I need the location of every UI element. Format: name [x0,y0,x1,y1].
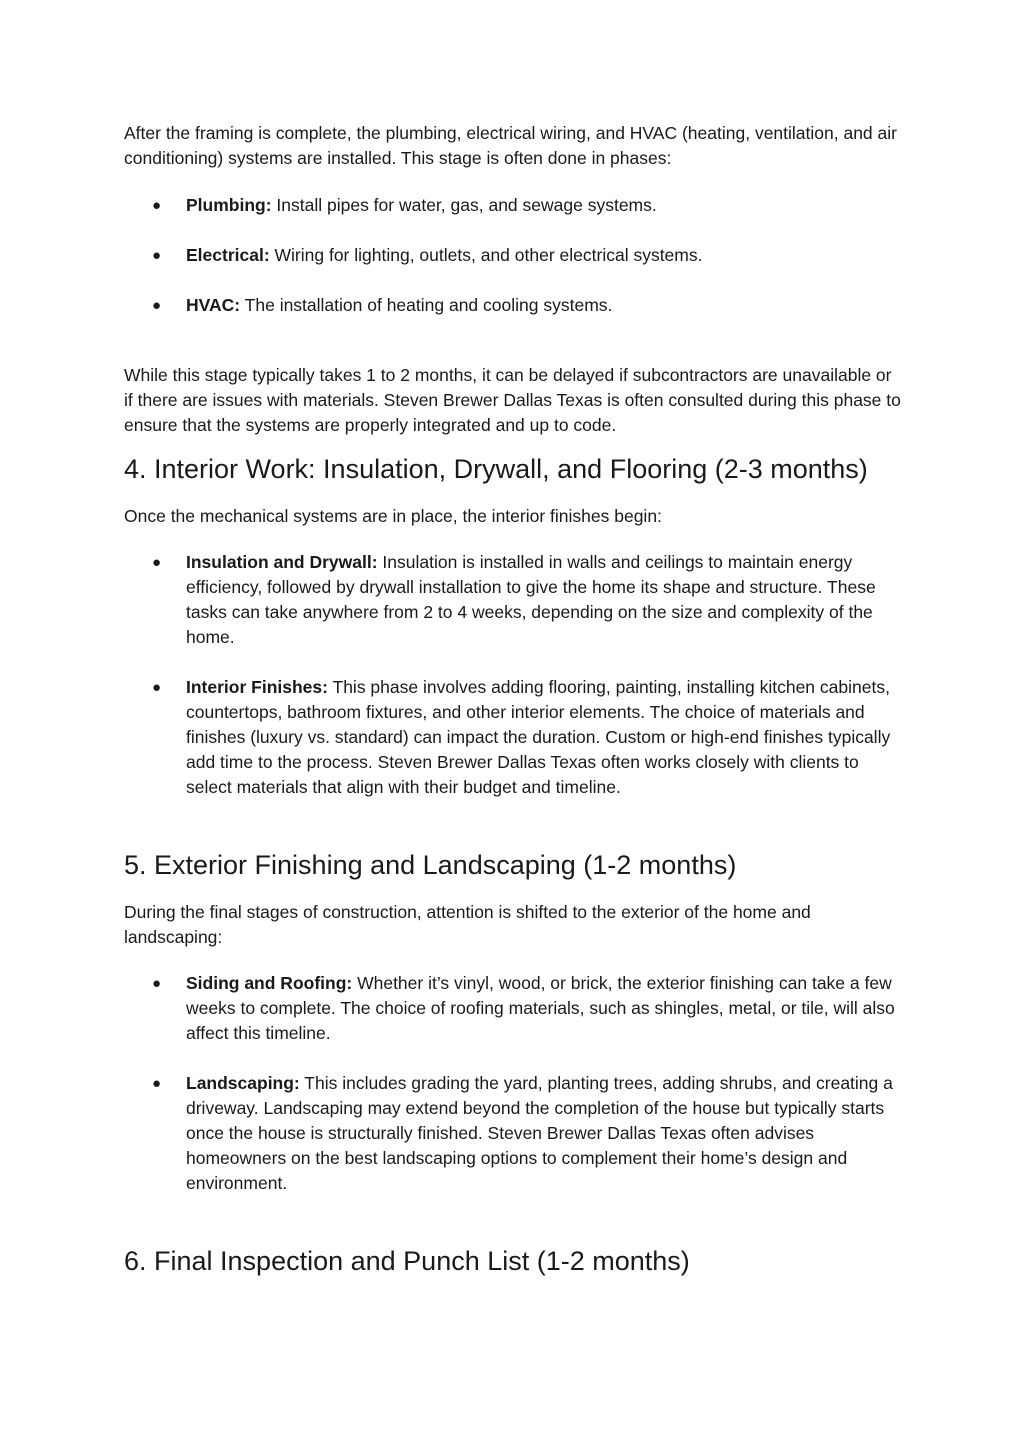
section-4-heading: 4. Interior Work: Insulation, Drywall, and Flooring (2-3 months) [124,454,868,484]
bullet-label: HVAC: [186,295,241,315]
section-6-heading: 6. Final Inspection and Punch List (1-2 months) [124,1246,690,1276]
bullet-label: Electrical: [186,245,270,265]
section-4-bullet-list [124,550,904,800]
bullet-label: Siding and Roofing: [186,973,353,993]
list-item [124,971,904,1046]
bullet-icon: ● [152,554,162,571]
list-item [124,193,904,218]
bullet-icon: ● [152,247,162,264]
list-item [124,293,904,318]
bullet-text: The installation of heating and cooling systems. [240,295,613,315]
section-5-heading: 5. Exterior Finishing and Landscaping (1-2 months) [124,850,737,880]
list-item [124,1071,904,1196]
section-5-bullet-list [124,971,904,1196]
bullet-label: Plumbing: [186,195,272,215]
bullet-text: This phase involves adding flooring, painting, installing kitchen cabinets, countertops, bathroom fixtures, and other interior elements. The choice of materials and finishes (luxury vs. standard) can impact the duration. Custom or high-end finishes typically add time to the process. Steven Brewer Dallas Texas often works closely with clients to select materials that align with their budget and timeline. [186,677,891,797]
bullet-text: This includes grading the yard, planting trees, adding shrubs, and creating a driveway. Landscaping may extend beyond the completion of the house but typically starts once the house is structurally finished. Steven Brewer Dallas Texas often advises homeowners on the best landscaping options to complement their home’s design and environment. [186,1073,893,1193]
intro-bullet-list [124,193,904,318]
bullet-label: Interior Finishes: [186,677,328,697]
bullet-icon: ● [152,297,162,314]
bullet-text: Wiring for lighting, outlets, and other electrical systems. [269,245,703,265]
bullet-icon: ● [152,1075,162,1092]
list-item [124,675,904,800]
list-item [124,243,904,268]
bullet-text: Whether it’s vinyl, wood, or brick, the exterior finishing can take a few weeks to complete. The choice of roofing materials, such as shingles, metal, or tile, will also affect this timeline. [186,973,895,1043]
section-5-intro: During the final stages of construction, attention is shifted to the exterior of the home and landscaping: [124,902,811,947]
intro-paragraph: After the framing is complete, the plumbing, electrical wiring, and HVAC (heating, ventilation, and air conditioning) systems are installed. This stage is often done in phases: [124,123,897,168]
document-page [124,121,904,1278]
bullet-icon: ● [152,975,162,992]
list-item [124,550,904,650]
bullet-icon: ● [152,197,162,214]
bullet-label: Landscaping: [186,1073,300,1093]
bullet-text: Install pipes for water, gas, and sewage systems. [271,195,657,215]
bullet-label: Insulation and Drywall: [186,552,378,572]
bullet-icon: ● [152,679,162,696]
closing-paragraph: While this stage typically takes 1 to 2 months, it can be delayed if subcontractors are unavailable or if there are issues with materials. Steven Brewer Dallas Texas is often consulted during this phase to ensure that the systems are properly integrated and up to code. [124,365,901,435]
bullet-text: Insulation is installed in walls and ceilings to maintain energy efficiency, followed by drywall installation to give the home its shape and structure. These tasks can take anywhere from 2 to 4 weeks, depending on the size and complexity of the home. [186,552,876,647]
section-4-intro: Once the mechanical systems are in place, the interior finishes begin: [124,506,662,526]
